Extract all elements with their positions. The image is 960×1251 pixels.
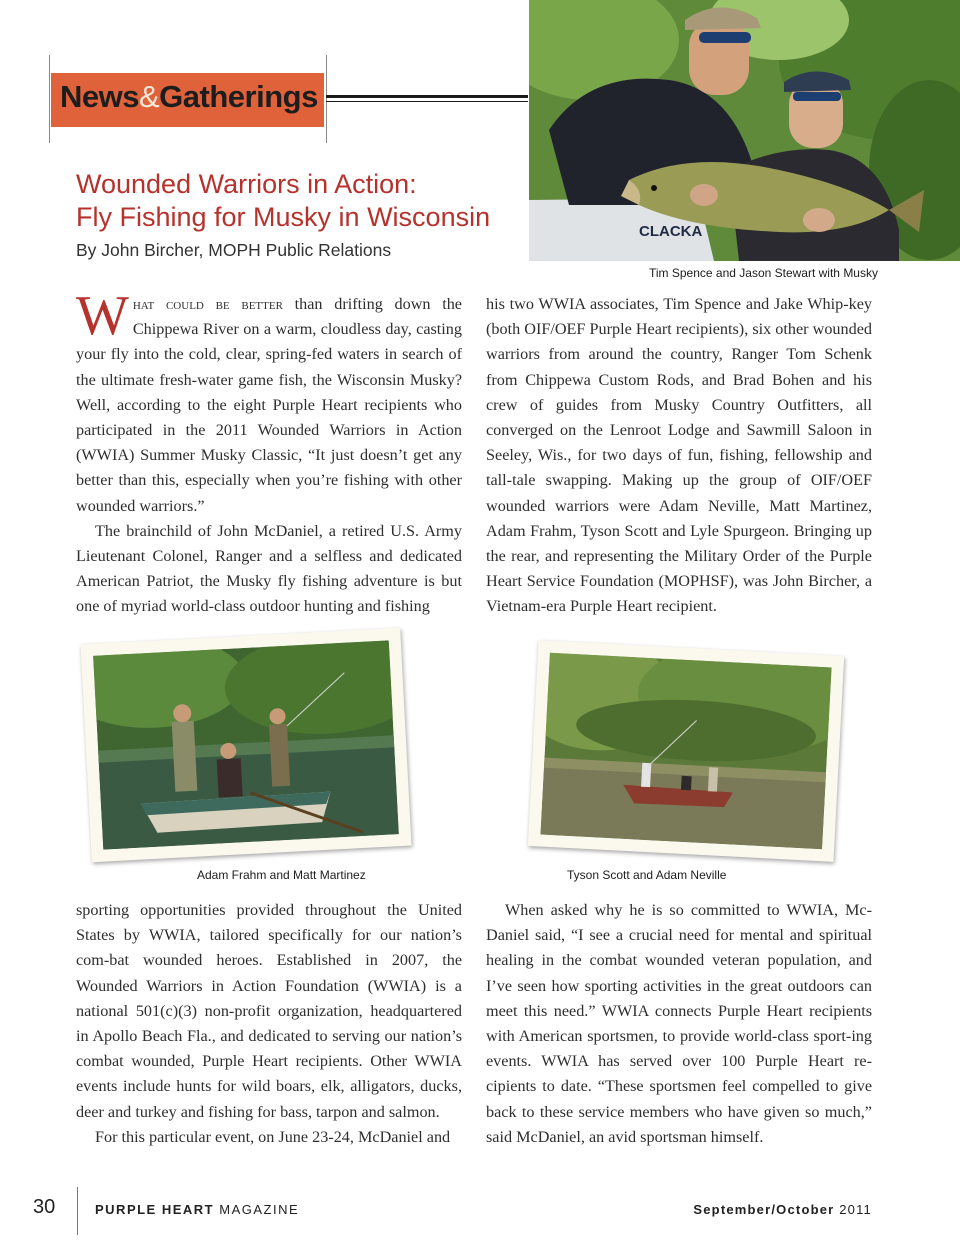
column-right-lower — [486, 898, 872, 1150]
section-word-gatherings: Gatherings — [159, 79, 318, 114]
paragraph-2: The brainchild of John McDaniel, a retired U.S. Army Lieutenant Colonel, Ranger and a selfless and dedicated American Patriot, the Musky fly fishing adventure is but one of myriad world-class outdoor hunting and fishing — [76, 521, 462, 616]
issue-year: 2011 — [834, 1202, 872, 1217]
left-photo-image — [93, 640, 399, 849]
magazine-name — [95, 1202, 299, 1217]
page-number: 30 — [33, 1196, 56, 1218]
section-ampersand: & — [138, 79, 160, 114]
column-left-upper — [76, 285, 462, 620]
right-photo-frame — [528, 640, 844, 862]
top-photo-caption: Tim Spence and Jason Stewart with Musky — [649, 266, 878, 280]
right-photo-caption: Tyson Scott and Adam Neville — [567, 868, 727, 882]
article-title — [76, 168, 526, 234]
section-word-news: News — [60, 79, 139, 114]
paragraph-1-text: than drifting down the Chippewa River on a warm, cloudless day, casting your fly into the cold, clear, spring-fed waters in search of the ultimate fresh-water game fish, the Wisconsin Musky? Well, according to the eight Purple Heart recipients who participated in the 2011 Wounded Warriors in Action (WWIA) Summer Musky Classic, “It just doesn’t get any better than this, especially when you’re fishing with other wounded warriors.” — [76, 295, 462, 515]
lead-in: hat could be better — [132, 295, 283, 313]
column-left-lower — [76, 898, 462, 1150]
header-rule-right — [326, 55, 327, 143]
issue-months: September/October — [693, 1202, 835, 1217]
paragraph-5: For this particular event, on June 23-24, McDaniel and — [95, 1127, 451, 1146]
paragraph-3: his two WWIA associates, Tim Spence and Jake Whip-key (both OIF/OEF Purple Heart recipients), six other wounded warriors from around the country, Ranger Tom Schenk from Chippewa Custom Rods, and Brad Bohen and his crew of guides from Musky Country Outfitters, all converged on the Lenroot Lodge and Sawmill Saloon in Seeley, Wis., for two days of fun, fishing, fellowship and tall-tale swapping. Making up the group of OIF/OEF wounded warriors were Adam Neville, Matt Martinez, Adam Frahm, Tyson Scott and Lyle Spurgeon. Bringing up the rear, and representing the Military Order of the Purple Heart Service Foundation (MOPHSF), was John Bircher, a Vietnam-era Purple Heart recipient. — [486, 295, 872, 616]
left-photo-frame — [81, 628, 412, 862]
drop-cap: W — [76, 285, 129, 347]
boat-lettering: CLACKA — [639, 223, 703, 240]
top-photo-image — [529, 0, 960, 261]
magazine-name-bold: PURPLE HEART — [95, 1202, 215, 1217]
top-photo — [529, 0, 960, 261]
left-photo-caption: Adam Frahm and Matt Martinez — [197, 868, 366, 882]
byline: By John Bircher, MOPH Public Relations — [76, 240, 392, 260]
paragraph-6: When asked why he is so committed to WWIA, Mc-Daniel said, “I see a crucial need for mental and spiritual healing in the combat wounded veteran population, and I’ve seen how sporting activities in the great outdoors can meet this need.” WWIA connects Purple Heart recipients with American sportsmen, to provide world-class sport-ing events. WWIA has served over 100 Purple Heart re-cipients to date. “These sportsmen feel compelled to give back to these service members who have given so much,” said McDaniel, an avid sportsman himself. — [486, 901, 872, 1146]
section-header — [60, 79, 318, 115]
header-double-rule-thick — [326, 95, 528, 98]
column-right-upper — [486, 292, 872, 620]
paragraph-1 — [76, 285, 462, 519]
header-double-rule-thin — [326, 101, 528, 102]
paragraph-4: sporting opportunities provided throughout the United States by WWIA, tailored specifically for our nation’s com-bat wounded heroes. Established in 2007, the Wounded Warriors in Action Foundation (WWIA) is a national 501(c)(3) non-profit organization, headquartered in Apollo Beach Fla., and dedicated to serving our nation’s combat wounded, Purple Heart recipients. Other WWIA events include hunts for wild boars, elk, alligators, ducks, deer and turkey and fishing for bass, tarpon and salmon. — [76, 901, 462, 1121]
title-line-1: Wounded Warriors in Action: — [76, 169, 417, 199]
header-rule-left — [49, 55, 50, 143]
issue-date — [693, 1202, 872, 1217]
magazine-name-light: MAGAZINE — [214, 1202, 300, 1217]
footer-divider — [77, 1187, 78, 1235]
title-line-2: Fly Fishing for Musky in Wisconsin — [76, 202, 491, 232]
right-photo-image — [540, 653, 831, 850]
